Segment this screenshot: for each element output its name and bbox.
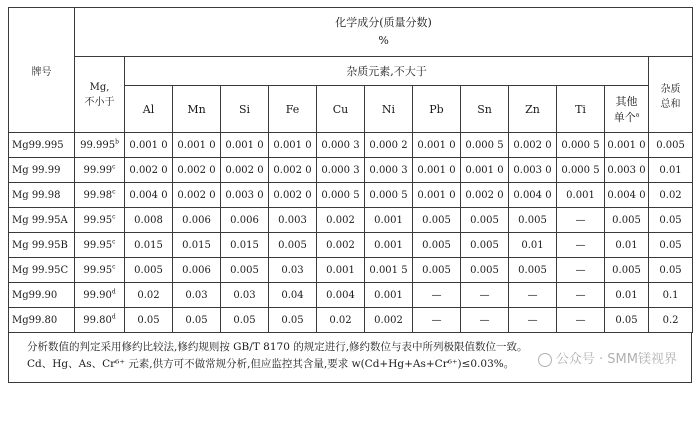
value-cell: 0.03 (269, 258, 317, 283)
total-header-line1: 杂质 (660, 83, 681, 95)
total-cell: 0.02 (649, 183, 693, 208)
value-cell: 0.005 (509, 208, 557, 233)
value-cell: 0.002 0 (269, 183, 317, 208)
value-cell: 0.000 5 (365, 183, 413, 208)
table-row (9, 258, 693, 283)
unit-label: % (378, 34, 389, 47)
value-cell: 0.015 (221, 233, 269, 258)
footnote (8, 333, 692, 383)
element-header: Mn (173, 86, 221, 133)
value-cell: 0.05 (173, 308, 221, 333)
value-cell: 0.001 (365, 208, 413, 233)
value-cell: 0.05 (125, 308, 173, 333)
value-cell: 0.001 5 (365, 258, 413, 283)
value-cell: 0.002 0 (461, 183, 509, 208)
grade-cell: Mg99.80 (9, 308, 75, 333)
grade-cell: Mg 99.99 (9, 158, 75, 183)
value-cell: 0.006 (173, 208, 221, 233)
value-cell: 0.001 0 (413, 183, 461, 208)
mg-header-line1: Mg, (89, 81, 110, 93)
value-cell: 0.000 5 (557, 133, 605, 158)
value-cell: 0.02 (317, 308, 365, 333)
table-row (9, 208, 693, 233)
value-cell: 0.03 (221, 283, 269, 308)
value-cell: 0.001 0 (413, 133, 461, 158)
value-cell: 0.003 0 (605, 158, 649, 183)
value-cell: 0.001 0 (605, 133, 649, 158)
element-header: Pb (413, 86, 461, 133)
element-header: Cu (317, 86, 365, 133)
mg-cell: 99.98$^c$ (75, 183, 125, 208)
total-cell: 0.01 (649, 158, 693, 183)
value-cell: — (557, 233, 605, 258)
wechat-icon (538, 353, 552, 367)
total-header-line2: 总和 (660, 98, 681, 110)
value-cell: 0.003 0 (221, 183, 269, 208)
mg-cell: 99.95$^c$ (75, 208, 125, 233)
other-single-line2: 单个$^a$ (613, 111, 640, 124)
total-cell: 0.05 (649, 208, 693, 233)
value-cell: 0.005 (605, 208, 649, 233)
value-cell: 0.001 (317, 258, 365, 283)
impurity-header: 杂质元素,不大于 (125, 57, 649, 86)
composition-table (8, 7, 693, 333)
grade-header: 牌号 (9, 8, 75, 133)
mg-header-line2: 不小于 (84, 96, 115, 108)
total-cell: 0.05 (649, 258, 693, 283)
value-cell: — (413, 283, 461, 308)
table-row (9, 158, 693, 183)
value-cell: 0.001 0 (461, 158, 509, 183)
value-cell: 0.015 (125, 233, 173, 258)
value-cell: 0.03 (173, 283, 221, 308)
value-cell: 0.000 3 (317, 158, 365, 183)
watermark (538, 351, 677, 368)
value-cell: 0.001 0 (125, 133, 173, 158)
value-cell: 0.008 (125, 208, 173, 233)
value-cell: — (557, 258, 605, 283)
value-cell: — (509, 308, 557, 333)
mg-footnote-mark: c (112, 238, 116, 246)
value-cell: — (413, 308, 461, 333)
value-cell: 0.006 (221, 208, 269, 233)
value-cell: 0.001 0 (221, 133, 269, 158)
value-cell: 0.002 0 (173, 183, 221, 208)
grade-cell: Mg 99.95B (9, 233, 75, 258)
value-cell: 0.05 (221, 308, 269, 333)
value-cell: 0.005 (221, 258, 269, 283)
total-cell: 0.1 (649, 283, 693, 308)
grade-cell: Mg 99.95A (9, 208, 75, 233)
mg-footnote-mark: c (112, 163, 116, 171)
mg-cell: 99.90$^d$ (75, 283, 125, 308)
grade-cell: Mg 99.95C (9, 258, 75, 283)
value-cell: 0.000 2 (365, 133, 413, 158)
value-cell: — (509, 283, 557, 308)
table-body (9, 133, 693, 333)
value-cell: 0.002 0 (509, 133, 557, 158)
value-cell: 0.01 (605, 233, 649, 258)
element-header: Ni (365, 86, 413, 133)
value-cell: 0.000 5 (317, 183, 365, 208)
value-cell: 0.003 0 (509, 158, 557, 183)
value-cell: 0.002 0 (173, 158, 221, 183)
mg-header (75, 57, 125, 133)
value-cell: — (461, 283, 509, 308)
value-cell: 0.04 (269, 283, 317, 308)
grade-cell: Mg 99.98 (9, 183, 75, 208)
value-cell: 0.01 (509, 233, 557, 258)
value-cell: 0.001 (365, 233, 413, 258)
value-cell: 0.05 (605, 308, 649, 333)
table-row (9, 183, 693, 208)
value-cell: 0.000 3 (317, 133, 365, 158)
value-cell: 0.002 (365, 308, 413, 333)
value-cell: 0.002 (317, 233, 365, 258)
mg-footnote-mark: c (112, 263, 116, 271)
value-cell: 0.004 (317, 283, 365, 308)
value-cell: 0.002 (317, 208, 365, 233)
value-cell: 0.006 (173, 258, 221, 283)
element-header: Zn (509, 86, 557, 133)
element-header: Sn (461, 86, 509, 133)
value-cell: 0.005 (413, 258, 461, 283)
value-cell: 0.002 0 (125, 158, 173, 183)
value-cell: 0.02 (125, 283, 173, 308)
specification-document (8, 7, 692, 383)
grade-cell: Mg99.995 (9, 133, 75, 158)
value-cell: 0.005 (461, 258, 509, 283)
value-cell: 0.005 (509, 258, 557, 283)
value-cell: 0.001 (365, 283, 413, 308)
value-cell: 0.005 (461, 233, 509, 258)
value-cell: 0.001 0 (173, 133, 221, 158)
value-cell: 0.001 0 (413, 158, 461, 183)
other-single-sup: a (635, 111, 640, 119)
element-header: Si (221, 86, 269, 133)
value-cell: 0.002 0 (221, 158, 269, 183)
value-cell: — (461, 308, 509, 333)
value-cell: 0.004 0 (125, 183, 173, 208)
value-cell: — (557, 283, 605, 308)
value-cell: 0.05 (269, 308, 317, 333)
other-single-line1: 其他 (615, 95, 638, 108)
footnote-line2: Cd、Hg、As、Cr⁶⁺ 元素,供方可不做常规分析,但应监控其含量,要求 w(Cd+Hg+As+Cr⁶⁺)≤0.03%。 (27, 358, 515, 370)
table-row (9, 133, 693, 158)
footnote-line1: 分析数值的判定采用修约比较法,修约规则按 GB/T 8170 的规定进行,修约数位与表中所列极限值数位一致。 (27, 341, 528, 353)
value-cell: 0.005 (413, 233, 461, 258)
mg-cell: 99.995$^b$ (75, 133, 125, 158)
grade-cell: Mg99.90 (9, 283, 75, 308)
table-row (9, 308, 693, 333)
value-cell: 0.01 (605, 283, 649, 308)
value-cell: 0.000 5 (557, 158, 605, 183)
mg-footnote-mark: c (112, 213, 116, 221)
value-cell: 0.005 (413, 208, 461, 233)
mg-footnote-mark: c (112, 188, 116, 196)
total-cell: 0.005 (649, 133, 693, 158)
value-cell: 0.000 5 (461, 133, 509, 158)
table-row (9, 233, 693, 258)
value-cell: — (557, 308, 605, 333)
value-cell: 0.002 0 (269, 158, 317, 183)
mg-footnote-mark: b (115, 138, 119, 146)
total-header (649, 57, 693, 133)
watermark-text: 公众号 · SMM镁视界 (555, 352, 677, 367)
element-header: Al (125, 86, 173, 133)
value-cell: 0.004 0 (509, 183, 557, 208)
composition-title: 化学成分(质量分数) (335, 16, 432, 29)
value-cell: 0.005 (125, 258, 173, 283)
value-cell: 0.005 (605, 258, 649, 283)
value-cell: 0.003 (269, 208, 317, 233)
other-single-header (605, 86, 649, 133)
value-cell: 0.005 (461, 208, 509, 233)
total-cell: 0.05 (649, 233, 693, 258)
element-header: Fe (269, 86, 317, 133)
value-cell: — (557, 208, 605, 233)
value-cell: 0.015 (173, 233, 221, 258)
value-cell: 0.005 (269, 233, 317, 258)
table-row (9, 283, 693, 308)
value-cell: 0.004 0 (605, 183, 649, 208)
mg-cell: 99.99$^c$ (75, 158, 125, 183)
total-cell: 0.2 (649, 308, 693, 333)
value-cell: 0.001 (557, 183, 605, 208)
element-header: Ti (557, 86, 605, 133)
mg-cell: 99.80$^d$ (75, 308, 125, 333)
mg-cell: 99.95$^c$ (75, 258, 125, 283)
mg-footnote-mark: d (111, 313, 116, 321)
value-cell: 0.001 0 (269, 133, 317, 158)
mg-footnote-mark: d (111, 288, 116, 296)
composition-title-cell (75, 8, 693, 57)
value-cell: 0.000 3 (365, 158, 413, 183)
mg-cell: 99.95$^c$ (75, 233, 125, 258)
